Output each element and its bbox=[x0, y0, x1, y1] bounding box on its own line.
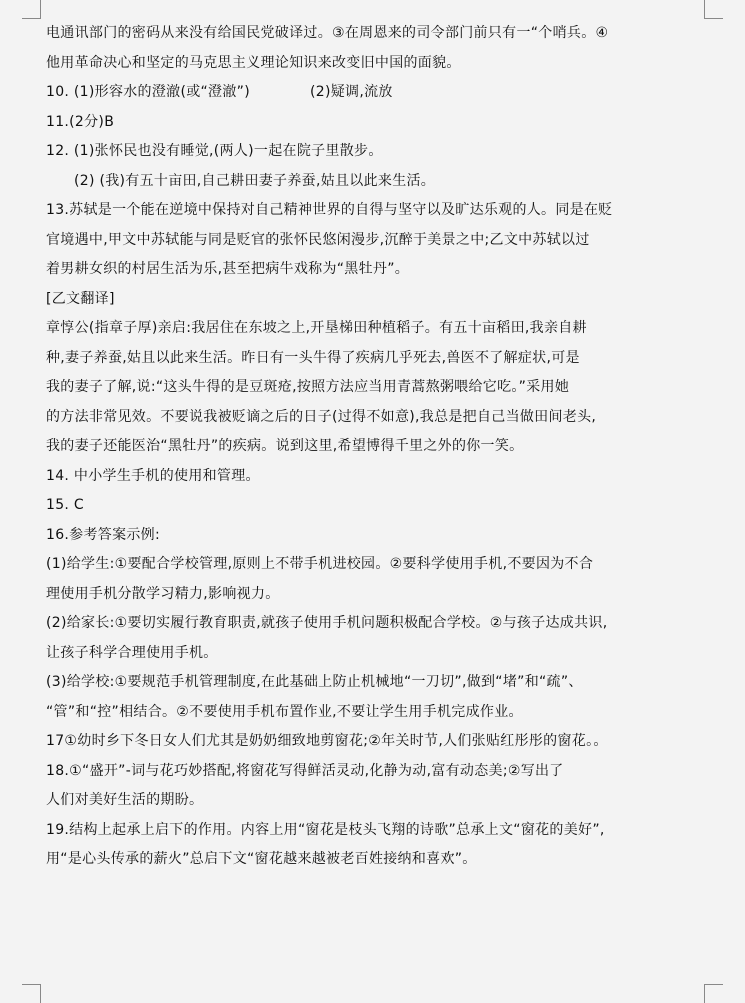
corner-mark-bottom-left bbox=[22, 984, 41, 1003]
answer-15-line: 15. C bbox=[46, 497, 84, 513]
answer-17-line: 17①幼时乡下冬日女人们尤其是奶奶细致地剪窗花;②年关时节,人们张贴红彤彤的窗花。。 bbox=[46, 733, 608, 749]
answer-16-line: 让孩子科学合理使用手机。 bbox=[46, 644, 218, 661]
answer-19-line: 用“是心头传承的薪火”总启下文“窗花越来越被老百姓接纳和喜欢”。 bbox=[46, 851, 477, 867]
answer-18-line: 人们对美好生活的期盼。 bbox=[46, 792, 204, 808]
answer-16-line: (1)给学生:①要配合学校管理,原则上不带手机进校园。②要科学使用手机,不要因为不合 bbox=[46, 556, 594, 572]
answer-14-line: 14. 中小学生手机的使用和管理。 bbox=[46, 467, 260, 484]
translation-heading: [乙文翻译] bbox=[46, 290, 115, 307]
translation-line: 我的妻子还能医治“黑牡丹”的疾病。说到这里,希望博得千里之外的你一笑。 bbox=[46, 438, 524, 454]
text-line: 他用革命决心和坚定的马克思主义理论知识来改变旧中国的面貌。 bbox=[46, 54, 461, 71]
answer-10-part2: (2)疑调,流放 bbox=[309, 84, 393, 100]
answer-10-line bbox=[46, 78, 694, 108]
answer-16-line: (3)给学校:①要规范手机管理制度,在此基础上防止机械地“一刀切”,做到“堵”和“疏”、 bbox=[46, 674, 583, 690]
text-line: 官境遇中,甲文中苏轼能与同是贬官的张怀民悠闲漫步,沉醉于美景之中;乙文中苏轼以过 bbox=[46, 231, 590, 248]
answer-19-line: 19.结构上起承上启下的作用。内容上用“窗花是枝头飞翔的诗歌”总承上文“窗花的美好”, bbox=[46, 821, 605, 838]
corner-mark-bottom-right bbox=[704, 984, 723, 1003]
answer-13-line: 13.苏轼是一个能在逆境中保持对自己精神世界的自得与坚守以及旷达乐观的人。同是在贬 bbox=[46, 202, 613, 218]
answer-16-line: 理使用手机分散学习精力,影响视力。 bbox=[46, 585, 280, 602]
answer-document-body bbox=[46, 19, 694, 875]
answer-10-part1: 10. (1)形容水的澄澈(或“澄澈”) bbox=[46, 84, 250, 100]
translation-line: 章惇公(指章子厚)亲启:我居住在东坡之上,开垦梯田种植稻子。有五十亩稻田,我亲自耕 bbox=[46, 320, 587, 336]
answer-16-line: “管”和“控”相结合。②不要使用手机布置作业,不要让学生用手机完成作业。 bbox=[46, 703, 523, 720]
corner-mark-top-right bbox=[704, 0, 723, 19]
text-line: 着男耕女织的村居生活为乐,甚至把病牛戏称为“黑牡丹”。 bbox=[46, 261, 410, 277]
translation-line: 种,妻子养蚕,姑且以此来生活。昨日有一头牛得了疾病几乎死去,兽医不了解症状,可是 bbox=[46, 349, 580, 366]
translation-line: 我的妻子了解,说:“这头牛得的是豆斑疮,按照方法应当用青蒿熬粥喂给它吃。”采用她 bbox=[46, 379, 570, 395]
answer-12-sub-line: (2) (我)有五十亩田,自己耕田妻子养蚕,姑且以此来生活。 bbox=[74, 172, 436, 189]
answer-12-line: 12. (1)张怀民也没有睡觉,(两人)一起在院子里散步。 bbox=[46, 143, 383, 159]
translation-line: 的方法非常见效。不要说我被贬谪之后的日子(过得不如意),我总是把自己当做田间老头, bbox=[46, 408, 597, 425]
answer-16-heading: 16.参考答案示例: bbox=[46, 526, 160, 543]
text-line: 电通讯部门的密码从来没有给国民党破译过。③在周恩来的司令部门前只有一“个哨兵。④ bbox=[46, 25, 609, 41]
answer-11-line: 11.(2分)B bbox=[46, 113, 115, 130]
answer-16-line: (2)给家长:①要切实履行教育职责,就孩子使用手机问题积极配合学校。②与孩子达成共识, bbox=[46, 615, 608, 631]
corner-mark-top-left bbox=[22, 0, 41, 19]
answer-18-line: 18.①“盛开”-词与花巧妙搭配,将窗花写得鲜活灵动,化静为动,富有动态美;②写出了 bbox=[46, 762, 564, 779]
